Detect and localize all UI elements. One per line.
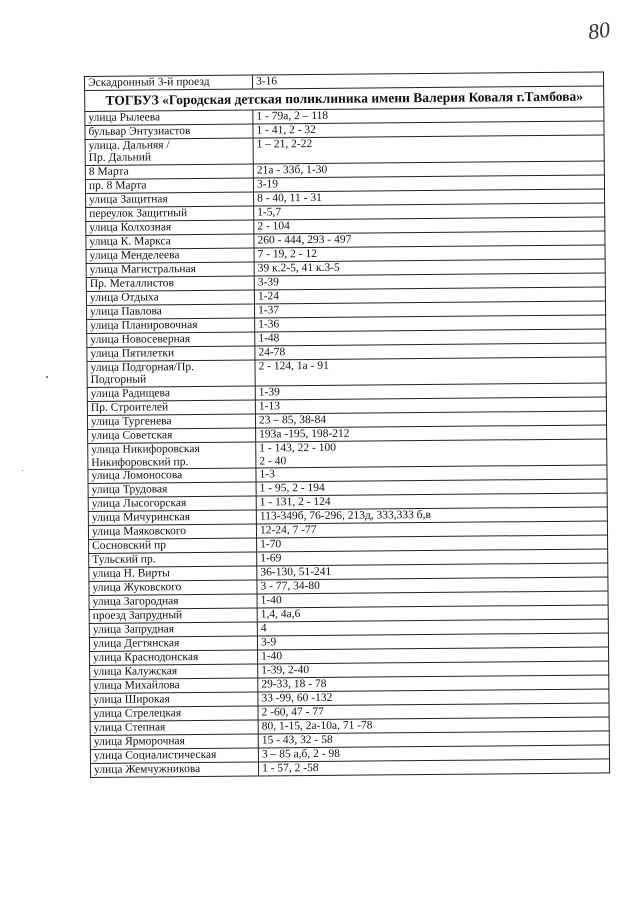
- house-range-cell: 1 - 131, 2 - 124: [256, 493, 607, 510]
- house-range-cell: 12-24, 7 -77: [256, 521, 607, 538]
- house-range-cell: 24-78: [255, 343, 606, 360]
- street-cell: улица Трудовая: [88, 482, 256, 497]
- house-range-cell: 1-48: [255, 329, 606, 346]
- street-cell: проезд Запрудный: [89, 608, 257, 623]
- address-register-body: [85, 72, 610, 778]
- house-range-cell: 1-69: [257, 549, 608, 566]
- street-cell: бульвар Энтузиастов: [85, 124, 253, 139]
- house-range-cell: 2 - 124, 1а - 91: [255, 357, 606, 386]
- street-cell: Тульский пр.: [89, 552, 257, 567]
- street-cell: улица Ярморочная: [90, 734, 258, 749]
- house-range-cell: 29-33, 18 - 78: [258, 675, 609, 692]
- house-range-cell: 1 - 95, 2 - 194: [256, 479, 607, 496]
- street-cell: улица Степная: [90, 720, 258, 735]
- house-range-cell: 1-37: [254, 301, 605, 318]
- house-range-cell: 3 – 85 а,б, 2 - 98: [258, 745, 609, 762]
- street-cell: улица Советская: [88, 428, 256, 443]
- street-cell: улица Новосеверная: [87, 332, 255, 347]
- street-cell: улица К. Маркса: [86, 234, 254, 249]
- house-range-cell: 1-40: [257, 591, 608, 608]
- house-range-cell: 1 - 41, 2 - 32: [253, 120, 604, 137]
- house-range-cell: 1-70: [257, 535, 608, 552]
- street-cell: улица Ломоносова: [88, 468, 256, 483]
- street-cell: улица Загородная: [89, 594, 257, 609]
- house-range-cell: 1,4, 4а,6: [257, 605, 608, 622]
- scan-speck: [46, 376, 48, 378]
- street-cell: Пр. Металлистов: [86, 276, 254, 291]
- street-cell: улица Жуковского: [89, 580, 257, 595]
- street-cell: улица Никифоровская Никифоровский пр.: [88, 442, 256, 470]
- street-cell: переулок Защитный: [86, 206, 254, 221]
- house-range-cell: 1-24: [254, 287, 605, 304]
- house-range-cell: 3-16: [252, 72, 603, 89]
- house-range-cell: 23 – 85, 38-84: [255, 411, 606, 428]
- house-range-cell: 33 -99, 60 -132: [258, 689, 609, 706]
- house-range-cell: 39 к.2-5, 41 к.3-5: [254, 259, 605, 276]
- house-range-cell: 1-3: [256, 465, 607, 482]
- street-cell: Сосновский пр: [89, 538, 257, 553]
- street-cell: улица Планировочная: [87, 318, 255, 333]
- house-range-cell: 7 - 19, 2 - 12: [254, 245, 605, 262]
- street-cell: улица Пятилетки: [87, 346, 255, 361]
- scan-speck: [22, 470, 23, 471]
- street-cell: улица Тургенева: [87, 414, 255, 429]
- street-cell: улица Краснодонская: [90, 650, 258, 665]
- street-cell: Эскадронный 3-й проезд: [85, 75, 253, 90]
- house-range-cell: 1-36: [255, 315, 606, 332]
- house-range-cell: 1 - 57, 2 -58: [258, 759, 609, 776]
- street-cell: улица Маяковского: [88, 524, 256, 539]
- house-range-cell: 21а - 33б, 1-30: [253, 161, 604, 178]
- house-range-cell: 2 - 104: [254, 217, 605, 234]
- house-range-cell: 4: [257, 619, 608, 636]
- street-cell: пр. 8 Марта: [85, 178, 253, 193]
- house-range-cell: 1-39, 2-40: [258, 661, 609, 678]
- street-cell: улица Отдыха: [86, 290, 254, 305]
- house-range-cell: 1-40: [258, 647, 609, 664]
- house-range-cell: 36-130, 51-241: [257, 563, 608, 580]
- house-range-cell: 3-19: [253, 175, 604, 192]
- house-range-cell: 3-9: [257, 633, 608, 650]
- street-cell: улица Запрудная: [89, 622, 257, 637]
- street-cell: улица Дегтянская: [89, 636, 257, 651]
- house-range-cell: 1 - 143, 22 - 100 2 - 40: [256, 439, 607, 468]
- house-range-cell: 3-39: [254, 273, 605, 290]
- section-heading: ТОГБУЗ «Городская детская поликлиника имени Валерия Коваля г.Тамбова»: [85, 86, 604, 111]
- street-cell: улица. Дальняя / Пр. Дальний: [85, 138, 253, 166]
- address-register-sheet: [84, 71, 610, 778]
- handwritten-page-number: 80: [586, 16, 612, 45]
- street-cell: улица Н. Вирты: [89, 566, 257, 581]
- house-range-cell: 1-5,7: [254, 203, 605, 220]
- street-cell: улица Жемчужникова: [91, 762, 259, 777]
- street-cell: улица Стрелецкая: [90, 706, 258, 721]
- house-range-cell: 260 - 444, 293 - 497: [254, 231, 605, 248]
- house-range-cell: 1 - 79а, 2 – 118: [253, 106, 604, 123]
- street-cell: улица Защитная: [86, 192, 254, 207]
- street-cell: улица Широкая: [90, 692, 258, 707]
- street-cell: 8 Марта: [85, 164, 253, 179]
- house-range-cell: 113-349б, 76-296, 213д, 333,333 б,в: [256, 507, 607, 524]
- street-cell: улица Менделеева: [86, 248, 254, 263]
- street-cell: улица Колхозная: [86, 220, 254, 235]
- street-cell: улица Лысогорская: [88, 496, 256, 511]
- house-range-cell: 80, 1-15, 2а-10а, 71 -78: [258, 717, 609, 734]
- street-cell: улица Подгорная/Пр. Подгорный: [87, 360, 255, 388]
- house-range-cell: 1-39: [255, 383, 606, 400]
- house-range-cell: 2 -60, 47 - 77: [258, 703, 609, 720]
- house-range-cell: 15 - 43, 32 - 58: [258, 731, 609, 748]
- house-range-cell: 1-13: [255, 397, 606, 414]
- street-cell: Пр. Строителей: [87, 400, 255, 415]
- street-cell: улица Калужская: [90, 664, 258, 679]
- address-register-table: [84, 71, 610, 778]
- street-cell: улица Михайлова: [90, 678, 258, 693]
- house-range-cell: 3 - 77, 34-80: [257, 577, 608, 594]
- street-cell: улица Павлова: [87, 304, 255, 319]
- street-cell: улица Радищева: [87, 386, 255, 401]
- house-range-cell: 1 – 21, 2-22: [253, 134, 604, 163]
- house-range-cell: 8 - 40, 11 - 31: [254, 189, 605, 206]
- street-cell: улица Магистральная: [86, 262, 254, 277]
- street-cell: улица Мичуринская: [88, 510, 256, 525]
- street-cell: улица Рылеева: [85, 110, 253, 125]
- house-range-cell: 193а -195, 198-212: [256, 425, 607, 442]
- street-cell: улица Социалистическая: [90, 748, 258, 763]
